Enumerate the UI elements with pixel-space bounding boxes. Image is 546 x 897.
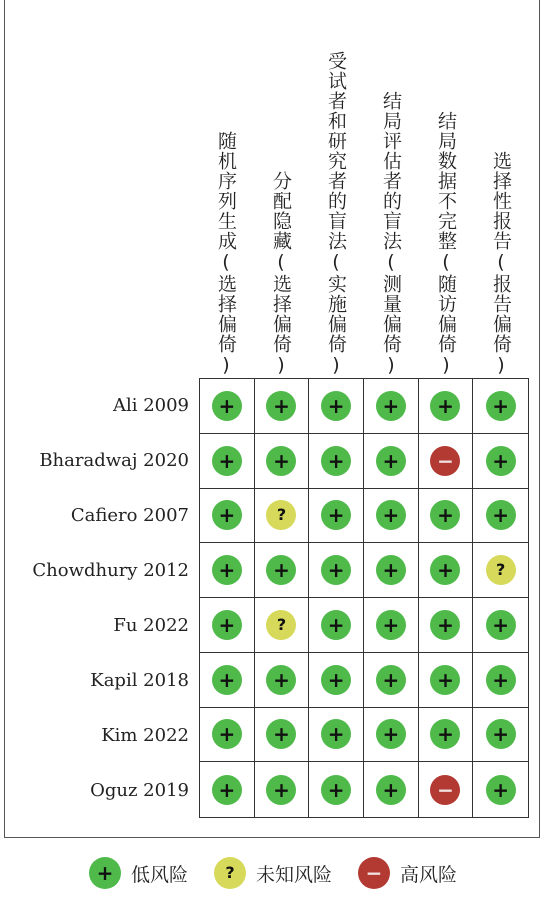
- risk-low-marker: +: [266, 665, 296, 695]
- grid-cell: [473, 598, 528, 653]
- risk-low-marker: +: [321, 719, 351, 749]
- grid-cell: [473, 489, 528, 544]
- study-label: Fu 2022: [113, 615, 189, 636]
- risk-low-marker: +: [486, 391, 516, 421]
- grid-cell: [200, 762, 255, 817]
- risk-low-marker: +: [430, 500, 460, 530]
- risk-low-marker: +: [430, 719, 460, 749]
- study-label: Oguz 2019: [90, 780, 189, 801]
- column-header: [254, 171, 308, 377]
- grid-cell: [309, 379, 364, 434]
- grid-cell: [200, 653, 255, 708]
- grid-cell: [419, 379, 474, 434]
- risk-low-marker: +: [486, 665, 516, 695]
- grid-cell: [309, 434, 364, 489]
- study-label: Cafiero 2007: [70, 505, 189, 526]
- risk-unknown-marker: ?: [266, 500, 296, 530]
- risk-low-marker: +: [486, 446, 516, 476]
- risk-low-marker: +: [376, 665, 406, 695]
- grid-cell: [309, 598, 364, 653]
- legend: [0, 853, 546, 893]
- column-header: [419, 111, 473, 377]
- column-header-label: 分配隐藏(选择偏倚): [270, 171, 292, 377]
- risk-low-marker: +: [321, 391, 351, 421]
- grid-cell: [364, 708, 419, 763]
- grid-cell: [200, 598, 255, 653]
- legend-label: 高风险: [400, 863, 458, 886]
- risk-low-marker: +: [212, 665, 242, 695]
- grid-cell: [255, 489, 310, 544]
- risk-low-marker: +: [430, 391, 460, 421]
- legend-low-marker: +: [89, 857, 121, 889]
- grid-cell: [200, 543, 255, 598]
- study-label: Chowdhury 2012: [32, 560, 189, 581]
- column-header-label: 受试者和研究者的盲法(实施偏倚): [325, 51, 347, 377]
- grid-cell: [419, 434, 474, 489]
- grid-cell: [200, 489, 255, 544]
- risk-low-marker: +: [376, 391, 406, 421]
- risk-low-marker: +: [376, 500, 406, 530]
- legend-label: 低风险: [130, 863, 188, 886]
- risk-low-marker: +: [486, 500, 516, 530]
- risk-high-marker: −: [430, 775, 460, 805]
- risk-of-bias-grid: [199, 378, 529, 818]
- grid-cell: [364, 653, 419, 708]
- grid-cell: [473, 543, 528, 598]
- risk-unknown-marker: ?: [486, 555, 516, 585]
- risk-low-marker: +: [430, 555, 460, 585]
- risk-low-marker: +: [321, 775, 351, 805]
- grid-cell: [200, 708, 255, 763]
- legend-item-low: [89, 857, 188, 889]
- risk-low-marker: +: [212, 610, 242, 640]
- risk-low-marker: +: [266, 775, 296, 805]
- grid-cell: [419, 762, 474, 817]
- study-label: Kapil 2018: [90, 670, 189, 691]
- grid-cell: [473, 708, 528, 763]
- study-label: Bharadwaj 2020: [39, 450, 189, 471]
- risk-low-marker: +: [266, 719, 296, 749]
- grid-cell: [309, 653, 364, 708]
- grid-cell: [364, 598, 419, 653]
- grid-cell: [309, 543, 364, 598]
- grid-cell: [473, 379, 528, 434]
- legend-high-marker: −: [358, 857, 390, 889]
- risk-low-marker: +: [212, 719, 242, 749]
- risk-low-marker: +: [212, 500, 242, 530]
- study-label: Ali 2009: [112, 395, 189, 416]
- grid-cell: [419, 489, 474, 544]
- column-header-label: 结局数据不完整(随访偏倚): [435, 111, 457, 377]
- grid-cell: [309, 708, 364, 763]
- grid-cell: [419, 653, 474, 708]
- risk-low-marker: +: [321, 610, 351, 640]
- risk-low-marker: +: [486, 775, 516, 805]
- legend-label: 未知风险: [255, 863, 332, 886]
- risk-low-marker: +: [321, 665, 351, 695]
- grid-cell: [419, 708, 474, 763]
- grid-cell: [255, 708, 310, 763]
- grid-cell: [255, 598, 310, 653]
- risk-low-marker: +: [212, 446, 242, 476]
- risk-low-marker: +: [486, 610, 516, 640]
- risk-low-marker: +: [376, 775, 406, 805]
- grid-cell: [255, 653, 310, 708]
- legend-item-unknown: [214, 857, 332, 889]
- risk-low-marker: +: [212, 391, 242, 421]
- risk-low-marker: +: [321, 446, 351, 476]
- risk-low-marker: +: [430, 665, 460, 695]
- column-header: [309, 51, 363, 377]
- grid-cell: [255, 543, 310, 598]
- column-header: [474, 151, 528, 377]
- risk-high-marker: −: [430, 446, 460, 476]
- column-header-label: 随机序列生成(选择偏倚): [215, 131, 237, 377]
- column-header-label: 结局评估者的盲法(测量偏倚): [380, 91, 402, 377]
- risk-low-marker: +: [321, 555, 351, 585]
- risk-low-marker: +: [266, 446, 296, 476]
- legend-unknown-marker: ?: [214, 857, 246, 889]
- risk-low-marker: +: [376, 446, 406, 476]
- risk-low-marker: +: [321, 500, 351, 530]
- grid-cell: [419, 543, 474, 598]
- risk-low-marker: +: [376, 555, 406, 585]
- study-label: Kim 2022: [101, 725, 189, 746]
- grid-cell: [364, 543, 419, 598]
- column-header: [199, 131, 253, 377]
- column-header: [364, 91, 418, 377]
- grid-cell: [473, 653, 528, 708]
- risk-low-marker: +: [430, 610, 460, 640]
- risk-low-marker: +: [212, 775, 242, 805]
- grid-cell: [364, 379, 419, 434]
- grid-cell: [309, 762, 364, 817]
- grid-cell: [255, 379, 310, 434]
- risk-low-marker: +: [212, 555, 242, 585]
- grid-cell: [473, 434, 528, 489]
- risk-low-marker: +: [376, 719, 406, 749]
- risk-low-marker: +: [486, 719, 516, 749]
- grid-cell: [255, 762, 310, 817]
- grid-cell: [364, 434, 419, 489]
- risk-unknown-marker: ?: [266, 610, 296, 640]
- grid-cell: [364, 762, 419, 817]
- grid-cell: [200, 379, 255, 434]
- grid-cell: [419, 598, 474, 653]
- legend-item-high: [358, 857, 457, 889]
- column-header-label: 选择性报告(报告偏倚): [490, 151, 512, 377]
- risk-low-marker: +: [266, 391, 296, 421]
- risk-low-marker: +: [376, 610, 406, 640]
- grid-cell: [255, 434, 310, 489]
- grid-cell: [473, 762, 528, 817]
- grid-cell: [309, 489, 364, 544]
- risk-low-marker: +: [266, 555, 296, 585]
- grid-cell: [364, 489, 419, 544]
- grid-cell: [200, 434, 255, 489]
